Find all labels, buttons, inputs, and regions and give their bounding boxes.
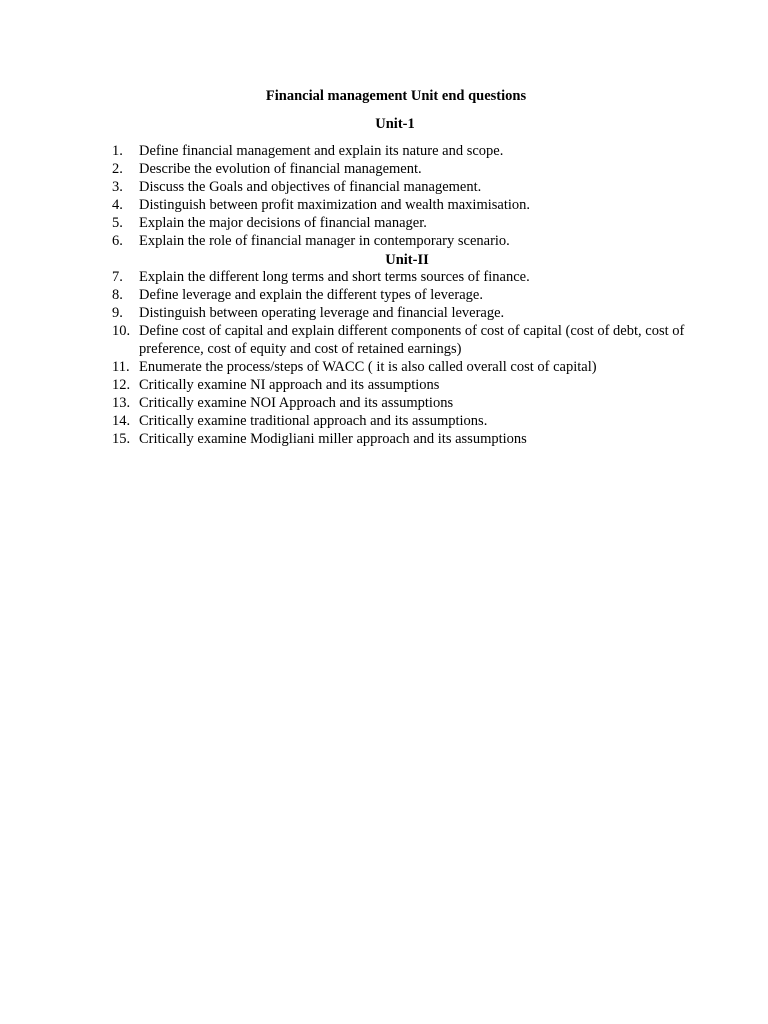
question-text: Define financial management and explain its nature and scope. (139, 143, 504, 159)
question-number: 14. (112, 413, 131, 429)
question-number: 15. (112, 431, 131, 447)
question-number: 2. (112, 161, 123, 177)
question-number: 13. (112, 395, 131, 411)
question-number: 1. (112, 143, 123, 159)
question-text: Discuss the Goals and objectives of financial management. (139, 179, 482, 195)
question-item (112, 142, 692, 160)
question-number: 4. (112, 197, 123, 213)
question-text: Describe the evolution of financial management. (139, 161, 422, 177)
question-item (112, 394, 692, 412)
question-text: Explain the major decisions of financial manager. (139, 215, 427, 231)
question-text: Critically examine traditional approach and its assumptions. (139, 413, 488, 429)
question-text: Distinguish between operating leverage and financial leverage. (139, 305, 505, 321)
question-text: Define leverage and explain the different types of leverage. (139, 287, 483, 303)
question-text: Critically examine Modigliani miller approach and its assumptions (139, 431, 527, 447)
document-title: Financial management Unit end questions (265, 88, 527, 104)
question-item (112, 412, 692, 430)
unit-2-question-list (112, 268, 692, 448)
question-item (112, 232, 692, 250)
question-item (112, 358, 692, 376)
question-number: 6. (112, 233, 123, 249)
question-item (112, 178, 692, 196)
question-item (112, 430, 692, 448)
question-number: 3. (112, 179, 123, 195)
question-item (112, 196, 692, 214)
question-text: Explain the role of financial manager in contemporary scenario. (139, 233, 510, 249)
question-text: Enumerate the process/steps of WACC ( it is also called overall cost of capital) (139, 359, 597, 375)
question-text: Critically examine NOI Approach and its assumptions (139, 395, 454, 411)
question-text: Explain the different long terms and short terms sources of finance. (139, 269, 530, 285)
question-number: 7. (112, 269, 123, 285)
question-item (112, 286, 692, 304)
question-item (112, 322, 692, 358)
question-text: Define cost of capital and explain different components of cost of capital (cost of debt, cost of preference, cost of equity and cost of retained earnings) (139, 323, 685, 357)
question-item (112, 304, 692, 322)
question-number: 11. (112, 359, 130, 375)
question-text: Distinguish between profit maximization and wealth maximisation. (139, 197, 531, 213)
question-number: 10. (112, 323, 131, 339)
unit-2-heading: Unit-II (385, 252, 429, 268)
unit-1-heading: Unit-1 (375, 116, 415, 132)
question-number: 12. (112, 377, 131, 393)
question-item (112, 268, 692, 286)
question-number: 5. (112, 215, 123, 231)
question-item (112, 376, 692, 394)
question-item (112, 160, 692, 178)
question-item (112, 214, 692, 232)
question-number: 8. (112, 287, 123, 303)
question-text: Critically examine NI approach and its assumptions (139, 377, 440, 393)
unit-1-question-list (112, 142, 692, 250)
question-number: 9. (112, 305, 123, 321)
